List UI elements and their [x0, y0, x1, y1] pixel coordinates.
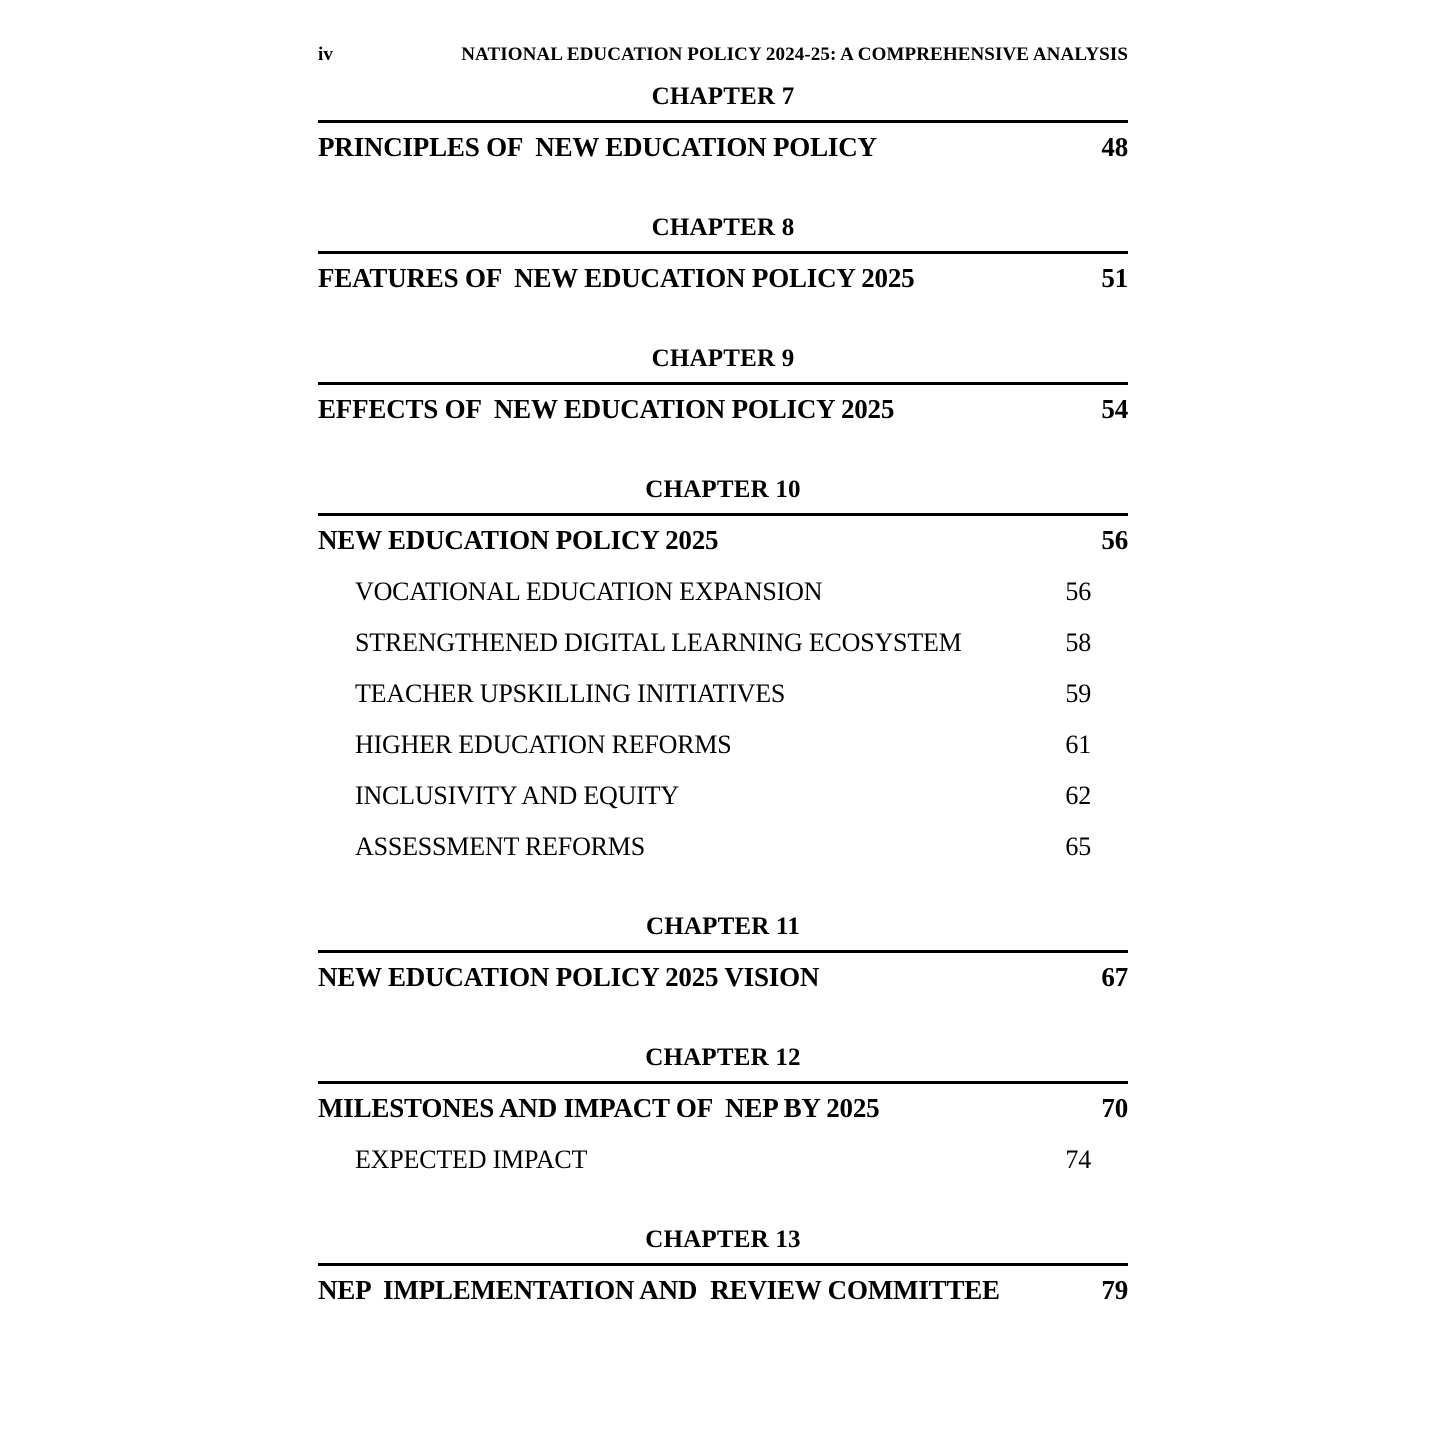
subsection-page-number: 65: [1065, 832, 1091, 861]
subsection-title: VOCATIONAL EDUCATION EXPANSION: [355, 577, 823, 606]
subsection-row: [318, 1145, 1128, 1175]
chapter-10-block: [318, 475, 1128, 862]
running-header: [318, 44, 1128, 66]
chapter-13-page-number: 79: [1101, 1275, 1128, 1305]
chapter-8-rule: [318, 251, 1128, 254]
subsection-title: EXPECTED IMPACT: [355, 1145, 588, 1174]
chapter-12-rule: [318, 1081, 1128, 1084]
subsection-row: [318, 628, 1128, 658]
chapter-8-page-number: 51: [1101, 263, 1128, 293]
chapter-13-title: NEP IMPLEMENTATION AND REVIEW COMMITTEE: [318, 1275, 1000, 1305]
chapter-8-title-row: [318, 262, 1128, 294]
chapter-7-label: CHAPTER 7: [651, 83, 795, 110]
subsection-title: INCLUSIVITY AND EQUITY: [355, 781, 679, 810]
chapter-13-rule: [318, 1263, 1128, 1266]
subsection-row: [318, 832, 1128, 862]
chapter-10-label: CHAPTER 10: [645, 476, 801, 503]
chapter-11-rule: [318, 950, 1128, 953]
chapter-11-page-number: 67: [1101, 962, 1128, 992]
subsection-page-number: 62: [1065, 781, 1091, 810]
subsection-row: [318, 781, 1128, 811]
subsection-title: HIGHER EDUCATION REFORMS: [355, 730, 732, 759]
subsection-page-number: 56: [1065, 577, 1091, 606]
subsection-page-number: 74: [1065, 1145, 1091, 1174]
chapter-13-block: [318, 1225, 1128, 1306]
chapter-8-block: [318, 213, 1128, 294]
chapter-9-label: CHAPTER 9: [651, 345, 795, 372]
subsection-title: ASSESSMENT REFORMS: [355, 832, 645, 861]
chapter-9-block: [318, 344, 1128, 425]
chapter-7-title: PRINCIPLES OF NEW EDUCATION POLICY: [318, 132, 877, 162]
chapter-10-rule: [318, 513, 1128, 516]
chapter-12-title: MILESTONES AND IMPACT OF NEP BY 2025: [318, 1093, 880, 1123]
chapter-9-title-row: [318, 393, 1128, 425]
subsection-page-number: 61: [1065, 730, 1091, 759]
subsection-title: TEACHER UPSKILLING INITIATIVES: [355, 679, 786, 708]
chapter-7-title-row: [318, 131, 1128, 163]
subsection-row: [318, 577, 1128, 607]
chapter-8-title: FEATURES OF NEW EDUCATION POLICY 2025: [318, 263, 915, 293]
chapter-10-title-row: [318, 524, 1128, 556]
subsection-row: [318, 730, 1128, 760]
chapter-11-block: [318, 912, 1128, 993]
chapter-7-page-number: 48: [1101, 132, 1128, 162]
chapter-12-page-number: 70: [1101, 1093, 1128, 1123]
chapter-9-title: EFFECTS OF NEW EDUCATION POLICY 2025: [318, 394, 895, 424]
chapter-11-title-row: [318, 961, 1128, 993]
chapter-12-label: CHAPTER 12: [645, 1044, 801, 1071]
chapter-9-page-number: 54: [1101, 394, 1128, 424]
chapter-11-title: NEW EDUCATION POLICY 2025 VISION: [318, 962, 820, 992]
subsection-row: [318, 679, 1128, 709]
running-header-title: NATIONAL EDUCATION POLICY 2024-25: A COMPREHENSIVE ANALYSIS: [461, 44, 1128, 65]
chapter-9-rule: [318, 382, 1128, 385]
folio-page-number: iv: [318, 44, 333, 65]
chapter-13-label: CHAPTER 13: [645, 1226, 801, 1253]
chapter-7-rule: [318, 120, 1128, 123]
chapter-12-title-row: [318, 1092, 1128, 1124]
chapter-7-block: [318, 82, 1128, 163]
subsection-title: STRENGTHENED DIGITAL LEARNING ECOSYSTEM: [355, 628, 962, 657]
toc-content: [318, 44, 1128, 1306]
chapter-11-label: CHAPTER 11: [645, 913, 801, 940]
subsection-page-number: 58: [1065, 628, 1091, 657]
chapter-13-title-row: [318, 1274, 1128, 1306]
chapter-10-page-number: 56: [1101, 525, 1128, 555]
subsection-page-number: 59: [1065, 679, 1091, 708]
chapter-8-label: CHAPTER 8: [651, 214, 795, 241]
chapter-12-block: [318, 1043, 1128, 1175]
chapter-10-title: NEW EDUCATION POLICY 2025: [318, 525, 719, 555]
